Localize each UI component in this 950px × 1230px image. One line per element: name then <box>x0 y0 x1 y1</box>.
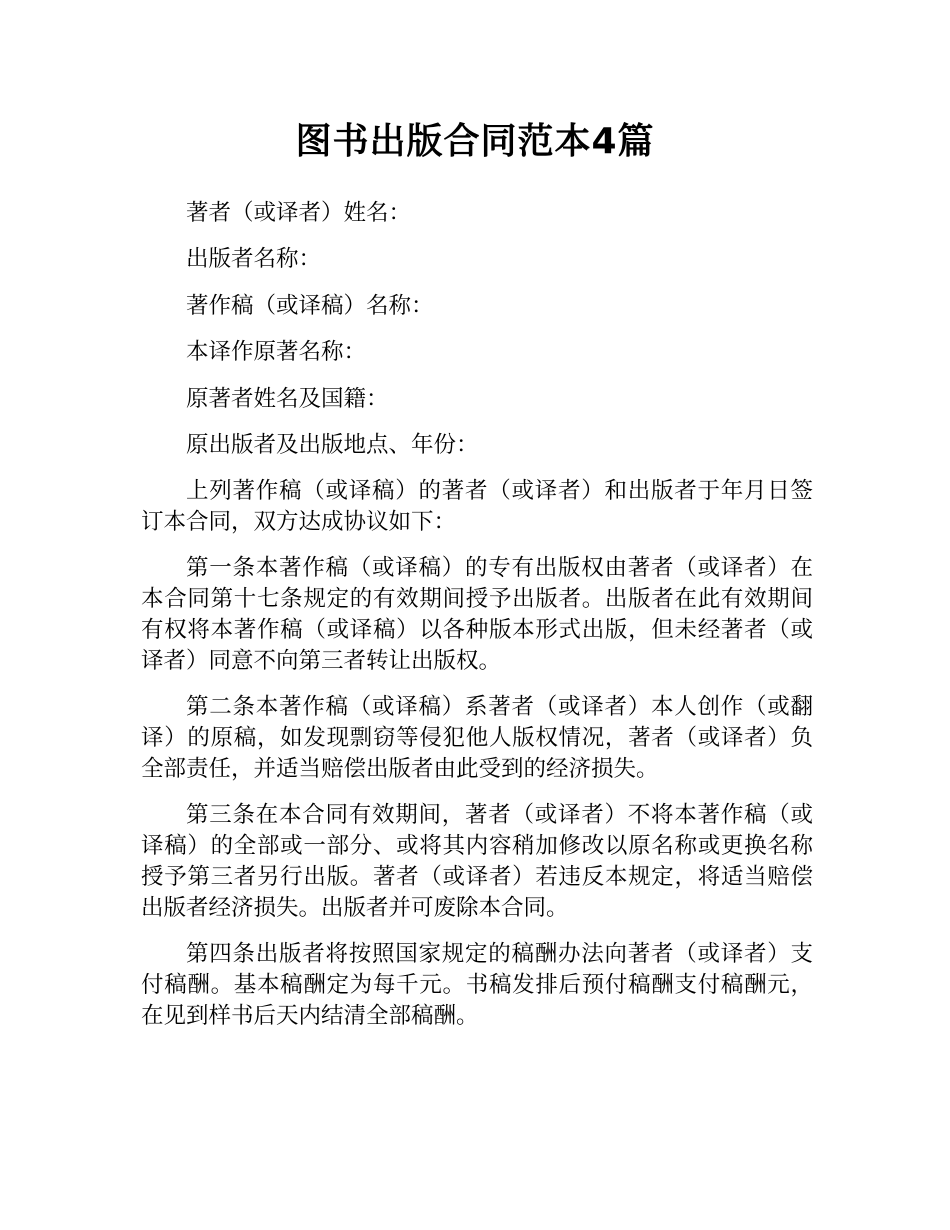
paragraph-article-3: 第三条在本合同有效期间，著者（或译者）不将本著作稿（或译稿）的全部或一部分、或将其内容稍加修改以原名称或更换名称授予第三者另行出版。著者（或译者）若违反本规定，将适当赔偿出版者经济损失。出版者并可废除本合同。 <box>141 802 813 922</box>
field-manuscript-name: 著作稿（或译稿）名称： <box>186 292 434 319</box>
document-title: 图书出版合同范本4篇 <box>295 121 655 162</box>
paragraph-article-4: 第四条出版者将按照国家规定的稿酬办法向著者（或译者）支付稿酬。基本稿酬定为每千元。书稿发排后预付稿酬支付稿酬元，在见到样书后天内结清全部稿酬。 <box>141 941 813 1030</box>
paragraph-article-2: 第二条本著作稿（或译稿）系著者（或译者）本人创作（或翻译）的原稿，如发现剽窃等侵犯他人版权情况，著者（或译者）负全部责任，并适当赔偿出版者由此受到的经济损失。 <box>141 694 813 783</box>
field-original-author: 原著者姓名及国籍： <box>186 385 389 412</box>
paragraph-preamble: 上列著作稿（或译稿）的著者（或译者）和出版者于年月日签订本合同，双方达成协议如下： <box>141 478 813 536</box>
field-author-name: 著者（或译者）姓名： <box>186 200 412 226</box>
field-original-title: 本译作原著名称： <box>186 339 367 366</box>
paragraph-article-1: 第一条本著作稿（或译稿）的专有出版权由著者（或译者）在本合同第十七条规定的有效期间授予出版者。出版者在此有效期间有权将本著作稿（或译稿）以各种版本形式出版，但未经著者（或译者）同意不向第三者转让出版权。 <box>141 555 813 675</box>
field-original-publisher: 原出版者及出版地点、年份： <box>186 431 479 458</box>
field-publisher-name: 出版者名称： <box>186 246 322 273</box>
document-body <box>141 198 813 1047</box>
